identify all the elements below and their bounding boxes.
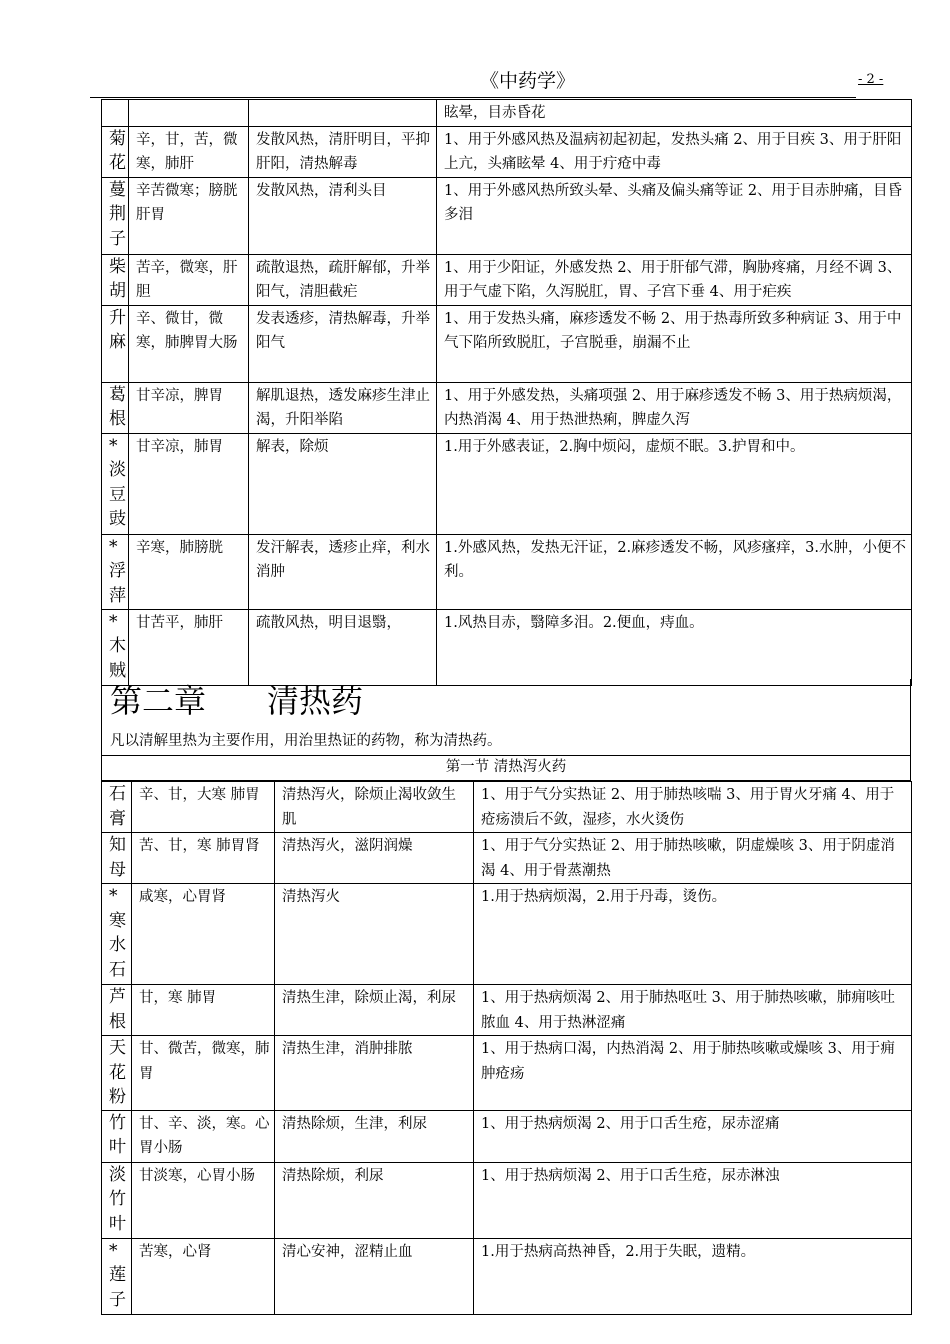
herb-effect-cell: 发散风热，清肝明目，平抑肝阳，清热解毒 [249,126,437,177]
herb-row [102,433,912,534]
herb-uses-cell: 1、用于热病烦渴 2、用于肺热呕吐 3、用于肺热咳嗽，肺痈咳吐脓血 4、用于热淋涩痛 [474,985,912,1036]
herb-row [102,100,912,127]
herb-effect-cell: 疏散风热，明目退翳， [249,609,437,685]
herb-table-2 [101,781,912,1315]
herb-row [102,782,912,833]
herb-nature-cell: 甘、辛、淡，寒。心胃小肠 [132,1110,275,1162]
herb-uses-cell: 1、用于外感风热及温病初起初起，发热头痛 2、用于目疾 3、用于肝阳上亢，头痛眩晕 4、用于疔疮中毒 [437,126,912,177]
herb-row [102,833,912,884]
herb-uses-cell: 1、用于发热头痛，麻疹透发不畅 2、用于热毒所致多种病证 3、用于中气下陷所致脱肛，子宫脱垂，崩漏不止 [437,305,912,382]
herb-uses-cell: 1、用于外感风热所致头晕、头痛及偏头痛等证 2、用于目赤肿痛，目昏多泪 [437,177,912,254]
herb-name-cell: 竹叶 [102,1110,132,1162]
herb-nature-cell: 苦、甘，寒 肺胃肾 [132,833,275,884]
herb-row [102,1162,912,1238]
herb-effect-cell: 清热生津，除烦止渴，利尿 [275,985,474,1036]
herb-nature-cell: 甘辛凉，肺胃 [129,433,249,534]
herb-name-cell: 葛根 [102,382,129,433]
herb-nature-cell [129,100,249,127]
header-rule [90,97,856,98]
herb-name-cell: 淡竹叶 [102,1162,132,1238]
herb-effect-cell: 清心安神，涩精止血 [275,1238,474,1314]
herb-uses-cell: 1、用于热病口渴，内热消渴 2、用于肺热咳嗽或燥咳 3、用于痈肿疮疡 [474,1036,912,1111]
herb-effect-cell: 清热生津，消肿排脓 [275,1036,474,1111]
chapter-title: 第二章 清热药 [110,682,364,720]
herb-name-cell: *莲子 [102,1238,132,1314]
herb-nature-cell: 苦寒，心肾 [132,1238,275,1314]
herb-effect-cell: 发汗解表，透疹止痒，利水消肿 [249,534,437,609]
herb-nature-cell: 咸寒，心胃肾 [132,884,275,985]
herb-row [102,1110,912,1162]
herb-effect-cell: 清热除烦，利尿 [275,1162,474,1238]
herb-table-1 [101,99,912,686]
herb-row [102,534,912,609]
herb-nature-cell: 甘苦平，肺肝 [129,609,249,685]
herb-row [102,305,912,382]
herb-row [102,1238,912,1314]
herb-uses-cell: 1、用于气分实热证 2、用于肺热咳嗽，阴虚燥咳 3、用于阴虚消渴 4、用于骨蒸潮热 [474,833,912,884]
herb-row [102,1036,912,1111]
herb-name-cell: *浮萍 [102,534,129,609]
herb-nature-cell: 甘、微苦，微寒，肺胃 [132,1036,275,1111]
herb-uses-cell: 1.用于热病高热神昏，2.用于失眠，遗精。 [474,1238,912,1314]
herb-effect-cell: 发表透疹，清热解毒，升举阳气 [249,305,437,382]
herb-row [102,884,912,985]
herb-name-cell: 蔓荆子 [102,177,129,254]
herb-row [102,177,912,254]
herb-effect-cell [249,100,437,127]
herb-name-cell: 菊花 [102,126,129,177]
herb-name-cell: 芦根 [102,985,132,1036]
herb-name-cell: 石膏 [102,782,132,833]
herb-effect-cell: 清热泻火 [275,884,474,985]
herb-effect-cell: 解肌退热，透发麻疹生津止渴，升阳举陷 [249,382,437,433]
herb-effect-cell: 清热泻火，滋阴润燥 [275,833,474,884]
herb-nature-cell: 苦辛，微寒，肝胆 [129,254,249,305]
chapter-intro: 凡以清解里热为主要作用，用治里热证的药物，称为清热药。 [110,733,502,749]
herb-effect-cell: 解表，除烦 [249,433,437,534]
herb-uses-cell: 1.用于热病烦渴，2.用于丹毒，烫伤。 [474,884,912,985]
herb-nature-cell: 甘，寒 肺胃 [132,985,275,1036]
herb-uses-cell: 1、用于少阳证，外感发热 2、用于肝郁气滞，胸胁疼痛，月经不调 3、用于气虚下陷，久泻脱肛，胃、子宫下垂 4、用于疟疾 [437,254,912,305]
herb-uses-cell: 1、用于外感发热，头痛项强 2、用于麻疹透发不畅 3、用于热病烦渴，内热消渴 4、用于热泄热痢，脾虚久泻 [437,382,912,433]
herb-effect-cell: 疏散退热，疏肝解郁，升举阳气，清胆截疟 [249,254,437,305]
herb-nature-cell: 辛、甘，大寒 肺胃 [132,782,275,833]
herb-name-cell: *淡豆豉 [102,433,129,534]
herb-uses-cell: 1.风热目赤，翳障多泪。2.便血，痔血。 [437,609,912,685]
herb-name-cell [102,100,129,127]
section-title: 第一节 清热泻火药 [101,755,911,781]
herb-row [102,254,912,305]
herb-nature-cell: 辛、微甘，微寒，肺脾胃大肠 [129,305,249,382]
herb-uses-cell: 眩晕，目赤昏花 [437,100,912,127]
herb-nature-cell: 甘辛凉，脾胃 [129,382,249,433]
herb-nature-cell: 甘淡寒，心胃小肠 [132,1162,275,1238]
herb-name-cell: *寒水石 [102,884,132,985]
herb-effect-cell: 清热除烦，生津，利尿 [275,1110,474,1162]
herb-name-cell: *木贼 [102,609,129,685]
herb-effect-cell: 发散风热，清利头目 [249,177,437,254]
herb-row [102,126,912,177]
herb-uses-cell: 1、用于气分实热证 2、用于肺热咳喘 3、用于胃火牙痛 4、用于疮疡溃后不敛，湿疹，水火烫伤 [474,782,912,833]
herb-nature-cell: 辛苦微寒；膀胱肝胃 [129,177,249,254]
herb-nature-cell: 辛，甘，苦，微寒，肺肝 [129,126,249,177]
herb-uses-cell: 1.用于外感表证，2.胸中烦闷，虚烦不眠。3.护胃和中。 [437,433,912,534]
herb-uses-cell: 1.外感风热，发热无汗证，2.麻疹透发不畅，风疹瘙痒，3.水肿，小便不利。 [437,534,912,609]
herb-name-cell: 升麻 [102,305,129,382]
herb-uses-cell: 1、用于热病烦渴 2、用于口舌生疮，尿赤涩痛 [474,1110,912,1162]
herb-name-cell: 知母 [102,833,132,884]
document-title: 《中药学》 [480,70,576,92]
herb-effect-cell: 清热泻火，除烦止渴收敛生肌 [275,782,474,833]
herb-row [102,985,912,1036]
herb-uses-cell: 1、用于热病烦渴 2、用于口舌生疮，尿赤淋浊 [474,1162,912,1238]
herb-name-cell: 天花粉 [102,1036,132,1111]
chapter-block [101,679,911,756]
page-number: - 2 - [858,72,884,87]
herb-row [102,382,912,433]
herb-name-cell: 柴胡 [102,254,129,305]
herb-nature-cell: 辛寒，肺膀胱 [129,534,249,609]
